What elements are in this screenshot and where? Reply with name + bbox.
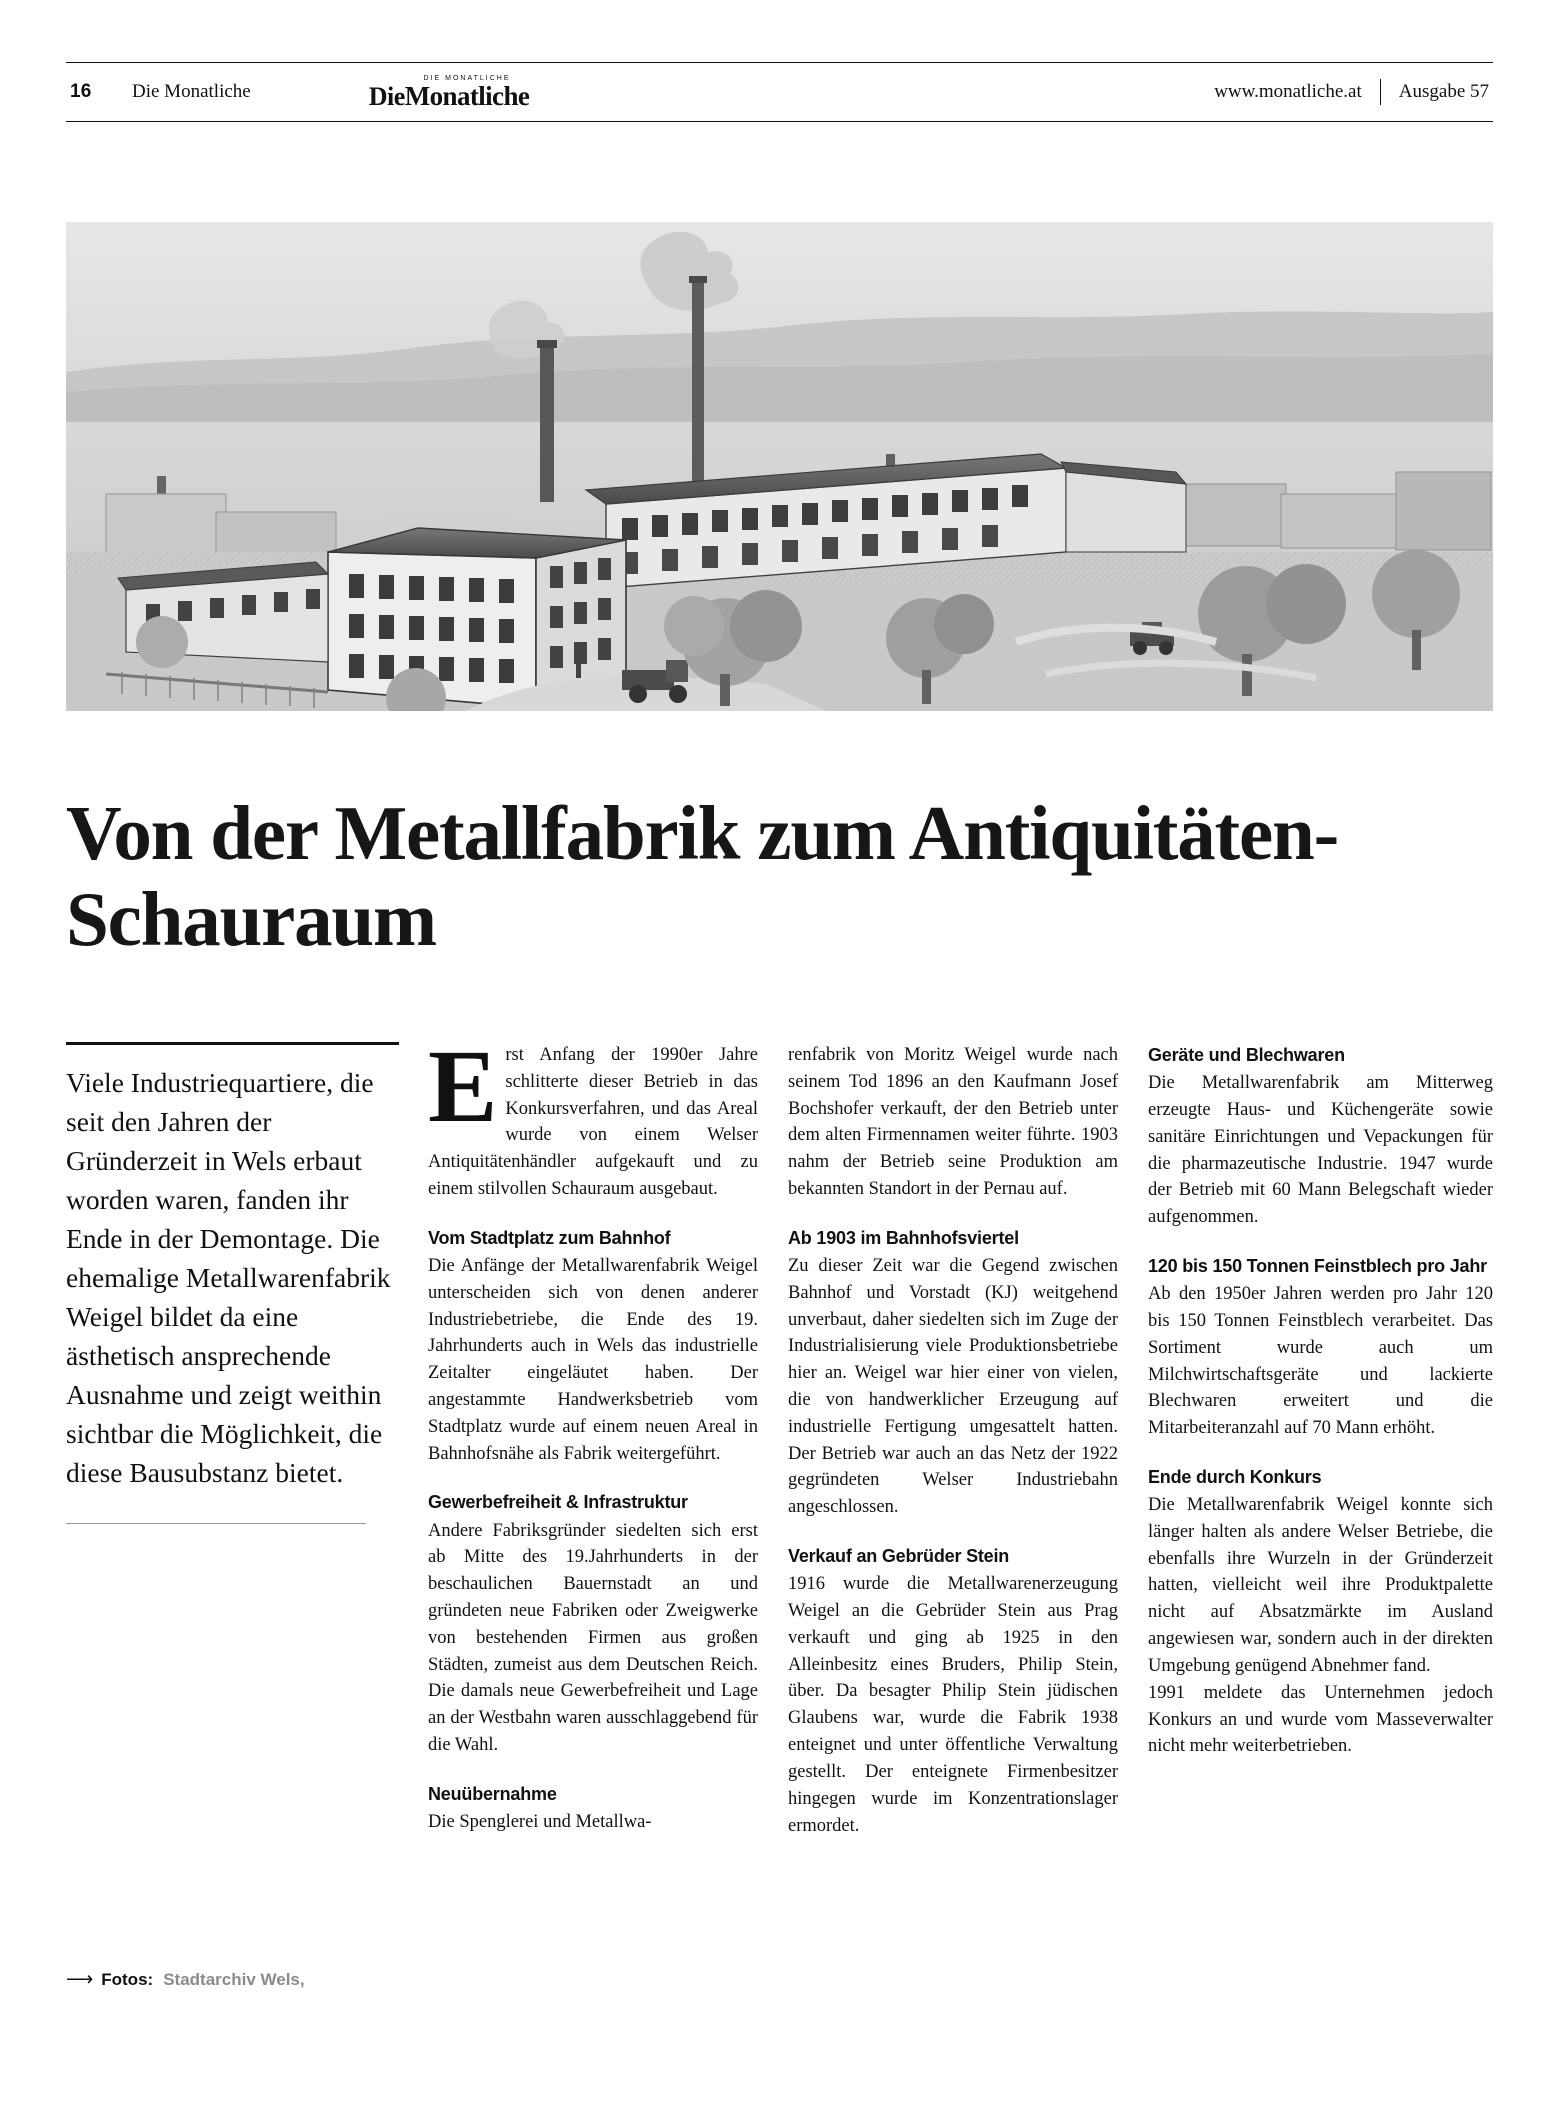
section-text: Die Anfänge der Metallwarenfabrik Weigel unterscheiden sich von denen anderer Industriebetriebe, die Ende des 19. Jahrhunderts auch in Wels das industrielle Zeitalter eingeläutet haben. Der angestammte Handwerksbetrieb vom Stadtplatz wurde auf einem neuen Areal in Bahnhofsnähe als Fabrik weitergeführt. — [428, 1255, 758, 1464]
section-heading: Ab 1903 im Bahnhofsviertel — [788, 1227, 1019, 1248]
section-heading: Geräte und Blechwaren — [1148, 1045, 1345, 1065]
section-text: Die Metallwarenfabrik Weigel konnte sich länger halten als andere Welser Betriebe, die ebenfalls ihre Wurzeln in der Gründerzeit hatten, vielleicht weil ihre Produktpalette nicht auf Absatzmärkte im Ausland angewiesen war, sondern auch in der direkten Umgebung genügend Abnehmer fand. — [1148, 1495, 1493, 1676]
logo-die-text: Die — [368, 81, 405, 111]
lead-paragraph: Viele Industriequartiere, die seit den Jahren der Gründerzeit in Wels erbaut worden waren, fanden ihr Ende in der Demontage. Die ehemalige Metallwarenfabrik Weigel bildet da eine ästhetisch ansprechende Ausnahme und zeigt weithin sichtbar die Möglichkeit, die diese Bausubstanz bietet. — [66, 1067, 391, 1489]
section-heading: Vom Stadtplatz zum Bahnhof — [428, 1227, 671, 1248]
section-text: Die Metallwarenfabrik am Mitterweg erzeugte Haus- und Küchengeräte sowie sanitäre Einrichtungen und Vepackungen für die pharmazeutische Industrie. 1947 wurde der Betrieb mit 60 Mann Belegschaft wieder aufgenommen. — [1148, 1073, 1493, 1228]
section-heading: Neuübernahme — [428, 1783, 557, 1804]
continued-paragraph: renfabrik von Moritz Weigel wurde nach seinem Tod 1896 an den Kaufmann Josef Bochshofer verkauft, der den Betrieb unter dem alten Firmennamen weiter führte. 1903 nahm der Betrieb seine Produktion am bekannten Standort in der Pernau auf. — [788, 1045, 1118, 1200]
section-text: Ab den 1950er Jahren werden pro Jahr 120 bis 150 Tonnen Feinstblech verarbeitet. Das Sortiment wurde auch um Milchwirtschaftsgeräte und lackierte Blechwaren erweitert und die Mitarbeiteranzahl auf 70 Mann erhöht. — [1148, 1284, 1493, 1439]
body-column-3 — [1148, 1042, 1493, 1760]
logo-main-text: Monatliche — [404, 80, 530, 111]
section-heading: Verkauf an Gebrüder Stein — [788, 1546, 1010, 1567]
credit-source: Stadtarchiv Wels, — [163, 1970, 305, 1989]
section-heading: Ende durch Konkurs — [1148, 1466, 1322, 1487]
masthead-logo — [369, 75, 530, 110]
intro-paragraph — [428, 1029, 758, 1203]
publication-name: Die Monatliche — [132, 81, 251, 102]
credit-label: Fotos: — [101, 1970, 154, 1989]
body-column-2 — [788, 1042, 1118, 1839]
section-heading: 120 bis 150 Tonnen Feinstblech pro Jahr — [1148, 1255, 1487, 1276]
lead-top-rule — [66, 1042, 399, 1045]
factory-lithograph-illustration — [66, 222, 1493, 711]
closing-paragraph: 1991 meldete das Unternehmen jedoch Konkurs an und wurde vom Masseverwalter nicht mehr weiterbetrieben. — [1148, 1682, 1493, 1757]
page-header — [66, 62, 1493, 122]
body-column-1 — [428, 1029, 758, 1836]
issue-number: Ausgabe 57 — [1398, 81, 1489, 102]
logo-kicker: DIE MONATLICHE — [423, 74, 511, 82]
lead-bottom-rule — [66, 1523, 366, 1524]
section-text: Andere Fabriksgründer siedelten sich erst ab Mitte des 19.Jahrhunderts in der beschaulichen Bauernstadt an und gründeten neue Fabriken oder Zweigwerke von bestehenden Firmen aus großen Städten, zumeist aus dem Deutschen Reich. Die damals neue Gewerbefreiheit und Lage an der Westbahn waren ausschlaggebend für die Wahl. — [428, 1520, 758, 1756]
article-photo — [66, 222, 1493, 711]
website-url[interactable]: www.monatliche.at — [1214, 81, 1362, 102]
page-number: 16 — [70, 81, 92, 102]
section-text: Zu dieser Zeit war die Gegend zwischen Bahnhof und Vorstadt (KJ) weitgehend unverbaut, daher siedelten sich im Zuge der Industrialisierung viele Produktionsbetriebe hier an. Weigel war hier einer von vielen, die von handwerklicher Erzeugung auf industrielle Fertigung umgesattelt hatten. Der Betrieb war auch an das Netz der 1922 gegründeten Welser Industriebahn angeschlossen. — [788, 1255, 1118, 1518]
section-text: Die Spenglerei und Metallwa- — [428, 1811, 652, 1832]
section-heading: Gewerbefreiheit & Infrastruktur — [428, 1492, 688, 1513]
arrow-icon: ⟶ — [66, 1969, 92, 1990]
photo-credit — [66, 1968, 406, 1991]
section-text: 1916 wurde die Metallwarenerzeugung Weigel an die Gebrüder Stein aus Prag verkauft und ging ab 1925 in den Alleinbesitz eines Bruders, Philip Stein, über. Da besagter Philip Stein jüdischen Glaubens war, wurde die Fabrik 1938 enteignet und unter öffentliche Verwaltung gestellt. Der enteignete Firmenbesitzer hingegen wurde im Konzentrationslager ermordet. — [788, 1574, 1118, 1836]
drop-cap: E — [428, 1029, 498, 1144]
intro-text: rst Anfang der 1990er Jahre schlitterte dieser Betrieb in das Konkursverfahren, und das Areal wurde von einem Welser Antiquitätenhändler aufgekauft und zu einem stilvollen Schauraum ausgebaut. — [428, 1045, 758, 1200]
lead-column — [66, 1042, 399, 1524]
article-headline: Von der Metallfabrik zum Antiquitäten-Schauraum — [66, 789, 1339, 962]
header-right-group — [1214, 79, 1493, 105]
